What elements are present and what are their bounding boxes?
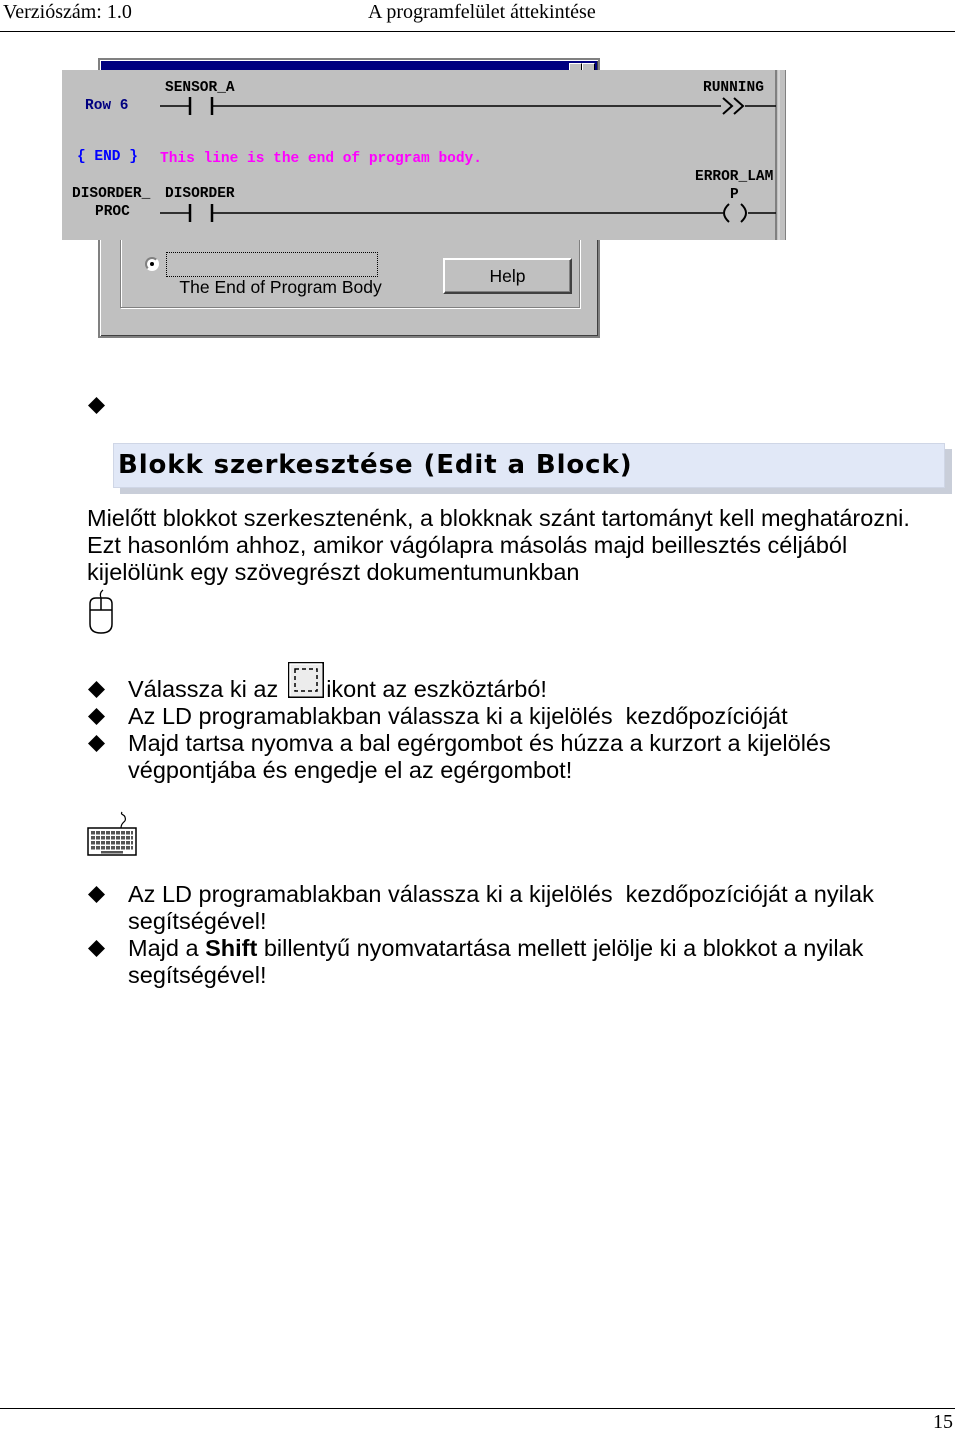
shift-key-label: Shift — [205, 935, 258, 961]
diamond-shape — [88, 708, 105, 725]
step-text: Majd a — [128, 935, 206, 961]
section-heading-box — [113, 443, 945, 488]
keyboard-step-2-line1 — [128, 935, 863, 962]
row-label: Row 6 — [85, 98, 129, 114]
mouse-step-1 — [128, 676, 547, 703]
intro-line: kijelölünk egy szövegrészt dokumentumunkban — [87, 559, 580, 585]
diamond-shape — [88, 735, 105, 752]
help-button[interactable]: Help — [443, 258, 572, 294]
rung2-row-label-line1: DISORDER_ — [72, 186, 151, 202]
intro-line: Ezt hasonlóm ahhoz, amikor vágólapra másolás majd beillesztés céljából — [87, 532, 848, 558]
diamond-bullet-icon — [88, 940, 105, 957]
rung2-coil-label-line2: P — [730, 187, 739, 203]
diamond-bullet-icon — [88, 886, 105, 903]
end-marker: { END } — [77, 149, 138, 165]
mouse-step-3-line1: Majd tartsa nyomva a bal egérgombot és húzza a kurzort a kijelölés — [128, 730, 831, 756]
footer-rule — [0, 1408, 955, 1409]
mouse-step-2: Az LD programablakban válassza ki a kijelölés kezdőpozícióját — [128, 703, 788, 729]
keyboard-spacebar — [101, 851, 123, 854]
radio-label: The End of Program Body — [179, 277, 382, 297]
diamond-shape — [88, 397, 105, 414]
keyboard-keys — [91, 831, 133, 850]
diamond-shape — [88, 681, 105, 698]
diamond-shape — [88, 886, 105, 903]
step-text: ikont az eszköztárbó! — [326, 676, 547, 702]
rung2-coil-label-line1: ERROR_LAM — [695, 169, 774, 185]
header-chapter-title: A programfelület áttekintése — [368, 1, 596, 23]
select-icon-frame — [289, 663, 324, 698]
rung2-contact-label: DISORDER — [165, 186, 235, 202]
radio-label-focus[interactable] — [166, 252, 382, 297]
step-text: Válassza ki az — [128, 676, 279, 702]
diamond-bullet-icon — [88, 397, 105, 414]
mouse-cable — [100, 590, 103, 598]
step-text: billentyű nyomvatartása mellett jelölje ki a blokkot a nyilak — [257, 935, 864, 961]
end-comment: This line is the end of program body. — [160, 151, 482, 167]
keyboard-step-2-line2: segítségével! — [128, 962, 267, 988]
rung1-contact-label: SENSOR_A — [165, 80, 235, 96]
page-number: 15 — [933, 1411, 953, 1433]
diamond-bullet-icon — [88, 708, 105, 725]
intro-line: Mielőtt blokkot szerkesztenénk, a blokknak szánt tartományt kell meghatározni. — [87, 505, 910, 531]
header-version: Verziószám: 1.0 — [3, 1, 132, 23]
keyboard-step-1-line1: Az LD programablakban válassza ki a kijelölés kezdőpozícióját a nyilak — [128, 881, 874, 907]
ladder-diagram-screenshot — [62, 70, 786, 240]
rung1-coil-label: RUNNING — [703, 80, 764, 96]
select-block-icon — [288, 662, 324, 698]
keyboard-step-1-line2: segítségével! — [128, 908, 267, 934]
radio-selected-dot — [150, 262, 154, 266]
end-of-program-radio[interactable] — [145, 257, 159, 271]
mouse-step-3-line2: végpontjába és engedje el az egérgombot! — [128, 757, 573, 783]
keyboard-icon — [87, 811, 137, 857]
diamond-bullet-icon — [88, 735, 105, 752]
keyboard-cable — [121, 812, 125, 828]
diamond-bullet-icon — [88, 681, 105, 698]
diamond-shape — [88, 940, 105, 957]
header-rule — [0, 31, 955, 32]
section-heading: Blokk szerkesztése (Edit a Block) — [118, 450, 633, 480]
rung2-row-label-line2: PROC — [95, 204, 130, 220]
mouse-icon — [86, 589, 116, 635]
